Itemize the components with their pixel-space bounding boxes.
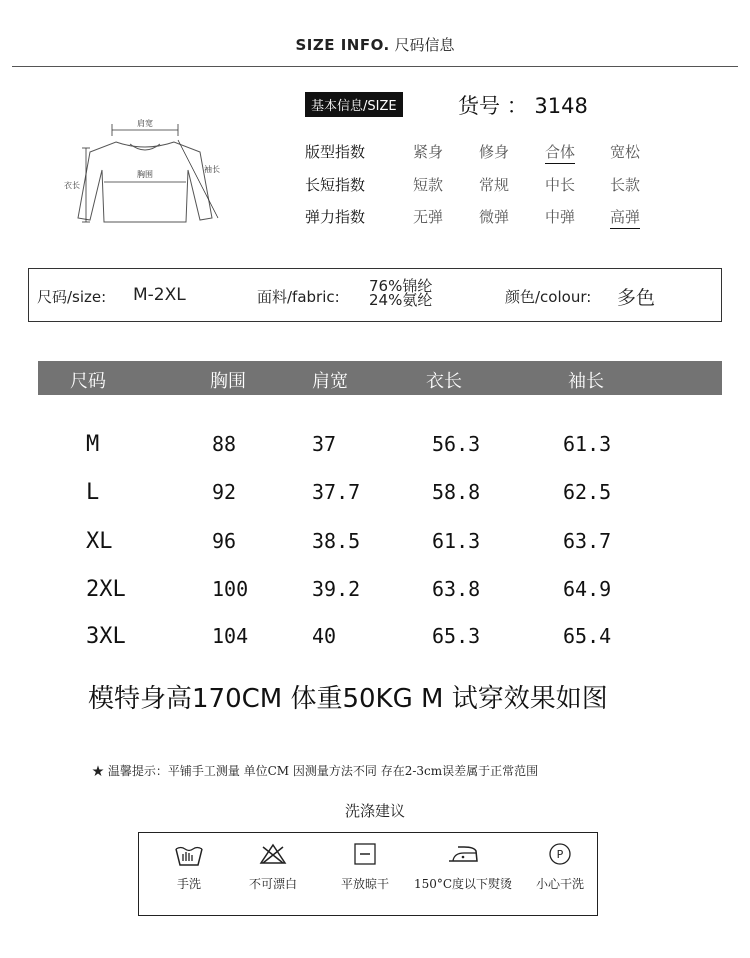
option: 长款: [610, 176, 641, 194]
option-selected: 高弹: [610, 206, 640, 229]
size-label: 尺码/size:: [37, 288, 107, 306]
cell-shoulder: 37: [312, 432, 337, 456]
basic-info-badge: 基本信息/SIZE: [305, 92, 403, 117]
care-no-bleach: [235, 841, 311, 892]
wash-title: 洗涤建议: [344, 802, 405, 820]
care-dry-clean: [529, 841, 591, 892]
cell-size: 2XL: [86, 577, 126, 602]
option: 无弹: [413, 208, 444, 226]
sku: [458, 90, 588, 120]
care-hand-wash: [161, 841, 217, 892]
cell-shoulder: 37.7: [312, 480, 361, 504]
option: 中长: [545, 176, 576, 194]
hand-wash-icon: [173, 841, 205, 867]
cell-chest: 104: [212, 624, 249, 648]
cell-chest: 96: [212, 529, 237, 553]
length-label: 衣长: [64, 181, 80, 190]
cell-sleeve: 63.7: [563, 529, 612, 553]
option: 宽松: [610, 143, 641, 161]
cell-length: 58.8: [432, 480, 481, 504]
cell-shoulder: 38.5: [312, 529, 361, 553]
option: 修身: [479, 143, 510, 161]
cell-sleeve: 65.4: [563, 624, 612, 648]
cell-size: L: [86, 480, 100, 505]
model-fit-note: 模特身高170CM 体重50KG M 试穿效果如图: [88, 684, 608, 714]
col-shoulder: 肩宽: [312, 371, 348, 392]
col-size: 尺码: [70, 371, 106, 392]
svg-text:P: P: [556, 848, 564, 861]
option-selected: 合体: [545, 141, 575, 164]
fabric-label: 面料/fabric:: [257, 288, 340, 306]
cell-chest: 92: [212, 480, 237, 504]
title-en: SIZE INFO.: [295, 36, 390, 54]
cell-size: M: [86, 432, 100, 457]
iron-icon: [446, 841, 480, 867]
cell-chest: 88: [212, 432, 237, 456]
garment-measure-diagram: [50, 100, 240, 235]
option: 常规: [479, 176, 510, 194]
col-sleeve: 袖长: [568, 371, 604, 392]
col-length: 衣长: [426, 371, 462, 392]
cell-sleeve: 64.9: [563, 577, 612, 601]
care-label: 平放晾干: [340, 877, 389, 891]
sku-separator: ：: [506, 94, 528, 118]
sleeve-label: 袖长: [204, 165, 220, 174]
fit-index-row: [305, 141, 665, 165]
size-table-header: [38, 361, 722, 395]
cell-shoulder: 39.2: [312, 577, 361, 601]
sku-label: 货号: [458, 94, 500, 118]
care-label: 小心干洗: [535, 877, 584, 891]
shoulder-label: 肩宽: [137, 119, 153, 128]
option: 紧身: [413, 143, 444, 161]
option: 微弹: [479, 208, 510, 226]
care-dry-flat: [327, 841, 403, 892]
row-label: 长短指数: [305, 176, 366, 194]
care-iron: [405, 841, 521, 892]
size-value: M-2XL: [133, 285, 186, 305]
row-label: 版型指数: [305, 143, 366, 161]
chest-label: 胸围: [137, 170, 153, 179]
cell-size: 3XL: [86, 624, 126, 649]
care-instructions-box: [138, 832, 598, 916]
title-cn: 尺码信息: [394, 36, 455, 54]
page-title: [0, 34, 750, 55]
dry-clean-icon: [547, 841, 573, 867]
header-divider: [12, 66, 738, 67]
row-label: 弹力指数: [305, 208, 366, 226]
cell-size: XL: [86, 529, 113, 554]
length-index-row: [305, 174, 665, 198]
measurement-tip: ★ 温馨提示：平铺手工测量 单位CM 因测量方法不同 存在2-3cm误差属于正常范围: [92, 764, 539, 778]
no-bleach-icon: [258, 841, 288, 867]
cell-length: 63.8: [432, 577, 481, 601]
cell-chest: 100: [212, 577, 249, 601]
product-info-box: [28, 268, 722, 322]
care-label: 150°C度以下熨烫: [413, 877, 513, 891]
cell-shoulder: 40: [312, 624, 337, 648]
option: 短款: [413, 176, 444, 194]
colour-label: 颜色/colour:: [505, 288, 592, 306]
colour-value: 多色: [617, 287, 656, 309]
fabric-line-1: 76%锦纶: [369, 277, 433, 295]
dry-flat-icon: [352, 841, 378, 867]
fabric-line-2: 24%氨纶: [369, 291, 433, 309]
option: 中弹: [545, 208, 576, 226]
col-chest: 胸围: [210, 371, 246, 392]
cell-sleeve: 62.5: [563, 480, 612, 504]
cell-length: 56.3: [432, 432, 481, 456]
care-label: 不可漂白: [248, 877, 297, 891]
cell-sleeve: 61.3: [563, 432, 612, 456]
sku-value: 3148: [534, 94, 588, 118]
care-label: 手洗: [176, 877, 201, 891]
stretch-index-row: [305, 206, 665, 230]
cell-length: 65.3: [432, 624, 481, 648]
cell-length: 61.3: [432, 529, 481, 553]
shirt-outline-icon: [50, 100, 240, 235]
